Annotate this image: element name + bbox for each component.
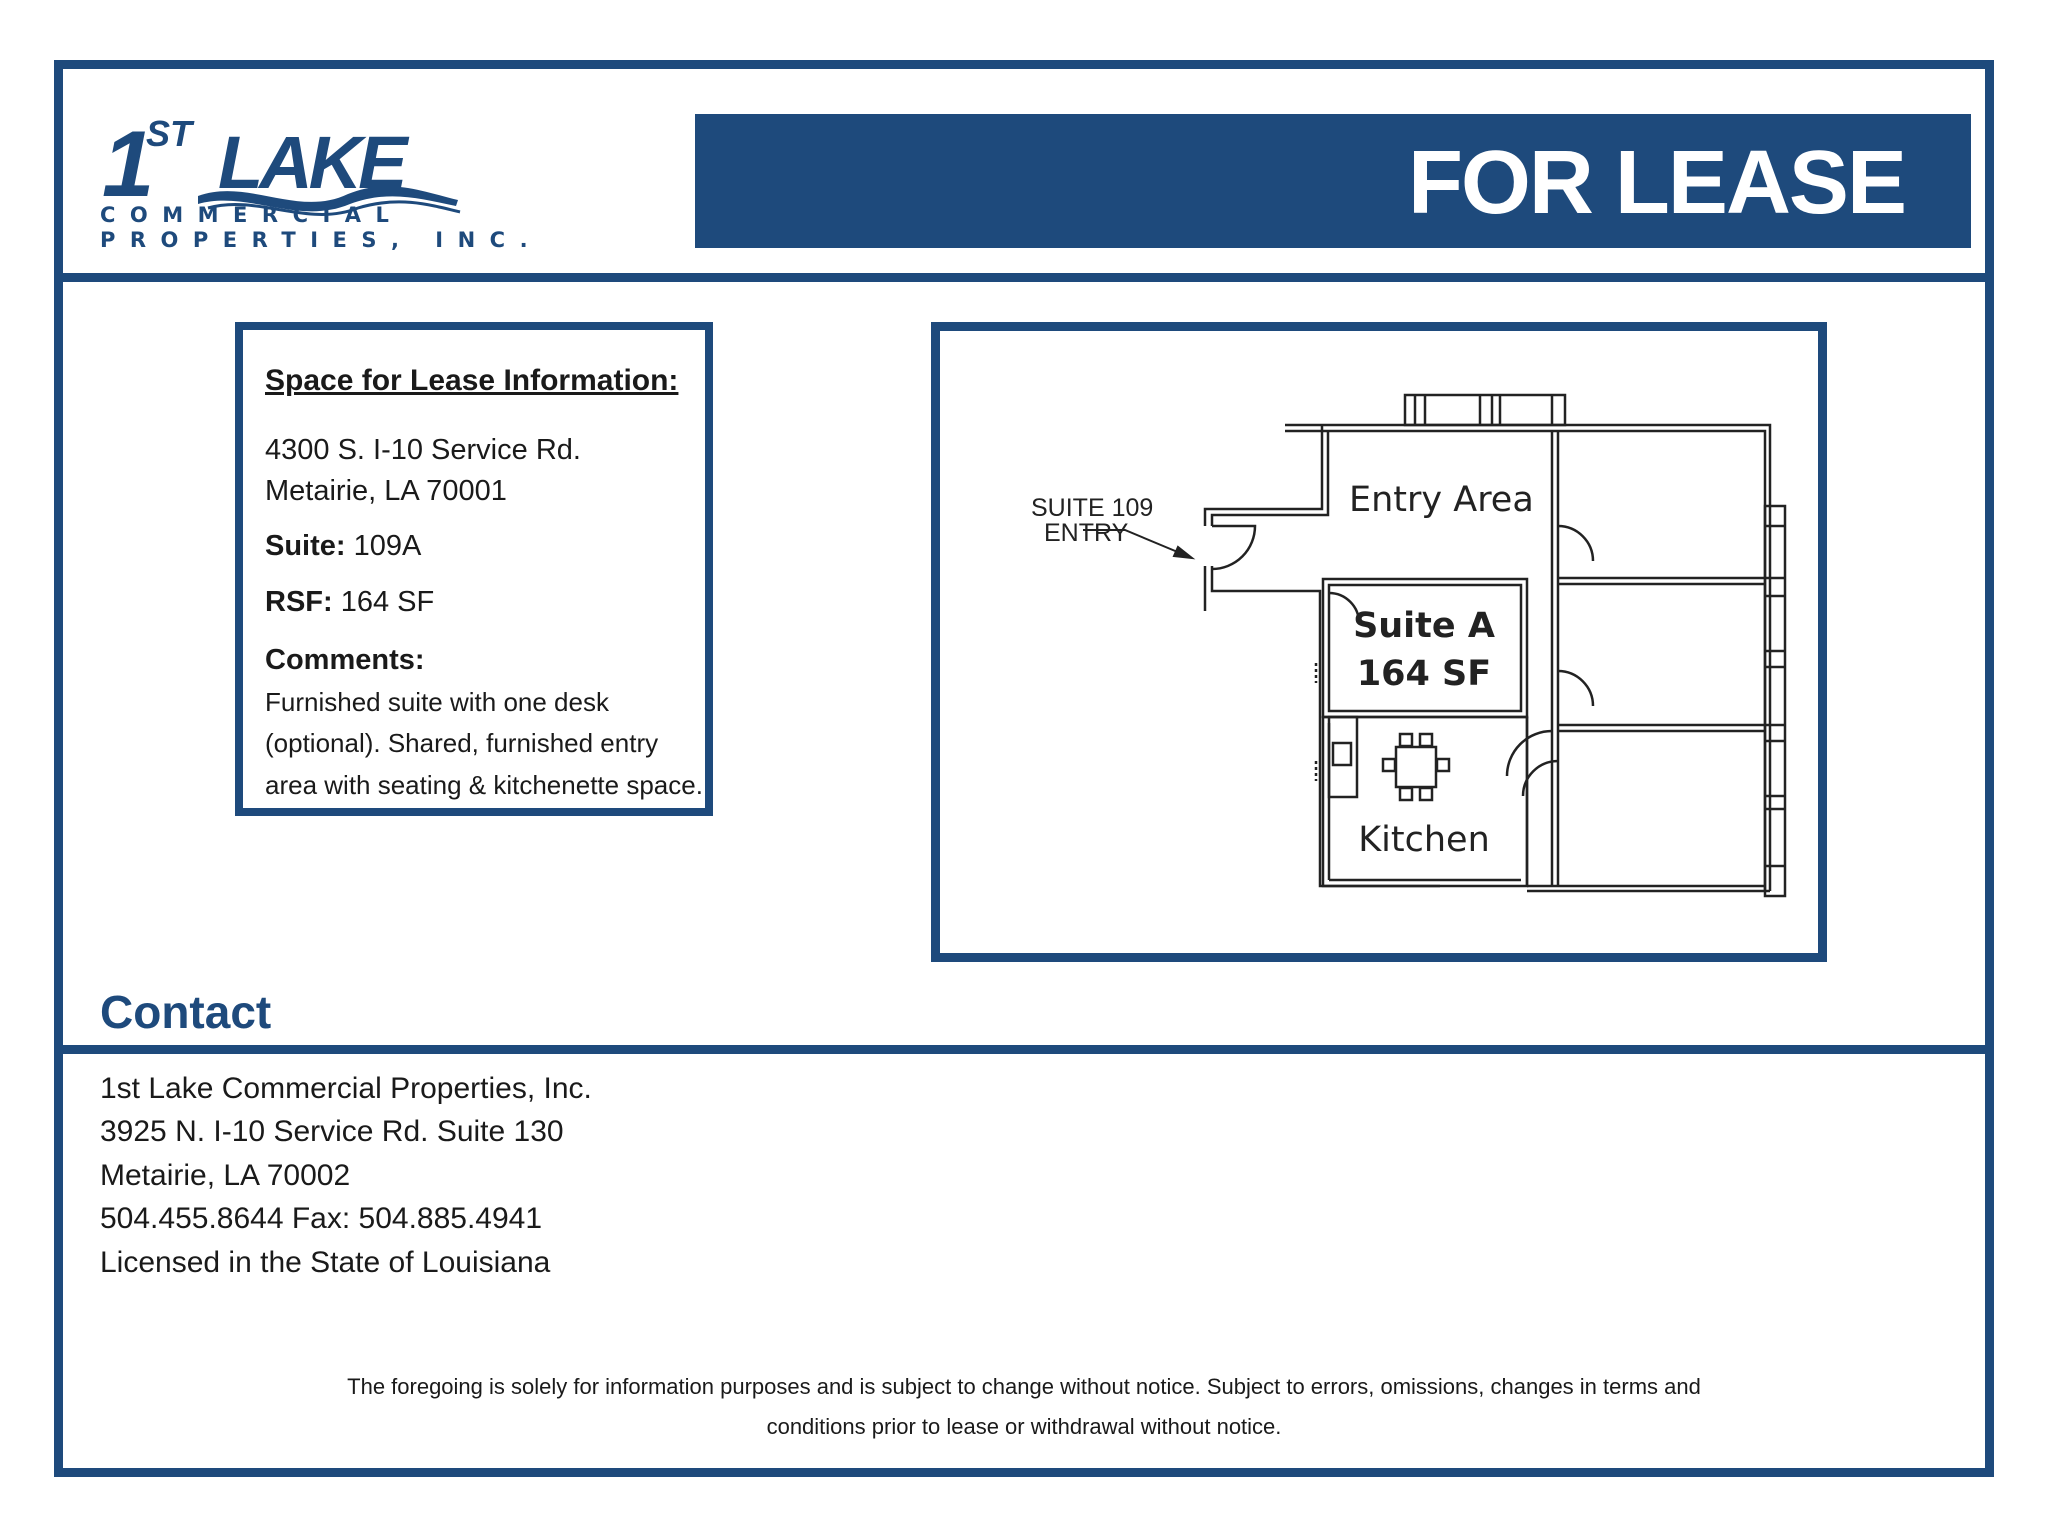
rsf-label: RSF: <box>265 586 333 618</box>
comments-line1: Furnished suite with one desk <box>265 687 609 717</box>
logo-subtitle-line1: COMMERCIAL <box>100 203 404 227</box>
comments-line3: area with seating & kitchenette space. <box>265 770 703 800</box>
comments-label: Comments: <box>265 644 425 676</box>
entry-label-line2: ENTRY <box>1044 519 1129 547</box>
disclaimer-line1: The foregoing is solely for information purposes and is subject to change without notice. Subject to errors, omissions, changes in terms and <box>347 1374 1701 1399</box>
kitchen-label: Kitchen <box>1358 820 1490 860</box>
entry-arrow-icon <box>1174 547 1192 558</box>
info-heading: Space for Lease Information: <box>265 364 679 397</box>
floor-plan <box>940 331 1818 953</box>
rsf-value: 164 SF <box>340 586 435 618</box>
logo-subtitle-line2: PROPERTIES, INC. <box>100 228 543 252</box>
logo-superscript: ST <box>146 113 193 154</box>
entry-label-line1: SUITE 109 <box>1031 494 1154 522</box>
window-unit <box>1405 395 1565 425</box>
comments-line2: (optional). Shared, furnished entry <box>265 728 659 758</box>
suite-label: Suite: <box>265 530 346 562</box>
suite-value: 109A <box>353 530 422 562</box>
info-rsf <box>265 586 434 619</box>
contact-address-line: 3925 N. I-10 Service Rd. Suite 130 <box>100 1115 564 1148</box>
lease-info-box <box>235 322 713 816</box>
disclaimer-line2: conditions prior to lease or withdrawal without notice. <box>766 1414 1282 1439</box>
info-address-line1: 4300 S. I-10 Service Rd. <box>265 434 581 466</box>
logo-word: LAKE <box>218 121 404 204</box>
contact-company: 1st Lake Commercial Properties, Inc. <box>100 1072 592 1105</box>
entry-area-label: Entry Area <box>1349 480 1534 520</box>
suite-a-room <box>1323 579 1527 717</box>
header-divider <box>54 273 1994 282</box>
contact-heading: Contact <box>100 986 272 1038</box>
contact-license-line: Licensed in the State of Louisiana <box>100 1246 551 1279</box>
kitchen-room <box>1323 717 1527 886</box>
contact-city-line: Metairie, LA 70002 <box>100 1159 351 1192</box>
side-windows <box>1765 506 1785 896</box>
dining-table <box>1396 747 1436 787</box>
suite-size-label: 164 SF <box>1356 654 1492 694</box>
contact-phone-line: 504.455.8644 Fax: 504.885.4941 <box>100 1202 543 1235</box>
entry-door <box>1212 526 1255 569</box>
for-lease-banner <box>695 114 1971 248</box>
floor-plan-box <box>931 322 1827 962</box>
contact-divider <box>54 1045 1994 1054</box>
info-suite <box>265 530 421 563</box>
suite-name-label: Suite A <box>1353 606 1495 646</box>
info-address-line2: Metairie, LA 70001 <box>265 475 507 507</box>
logo-numeral: 1 <box>102 111 155 216</box>
banner-title: FOR LEASE <box>1407 133 1905 233</box>
